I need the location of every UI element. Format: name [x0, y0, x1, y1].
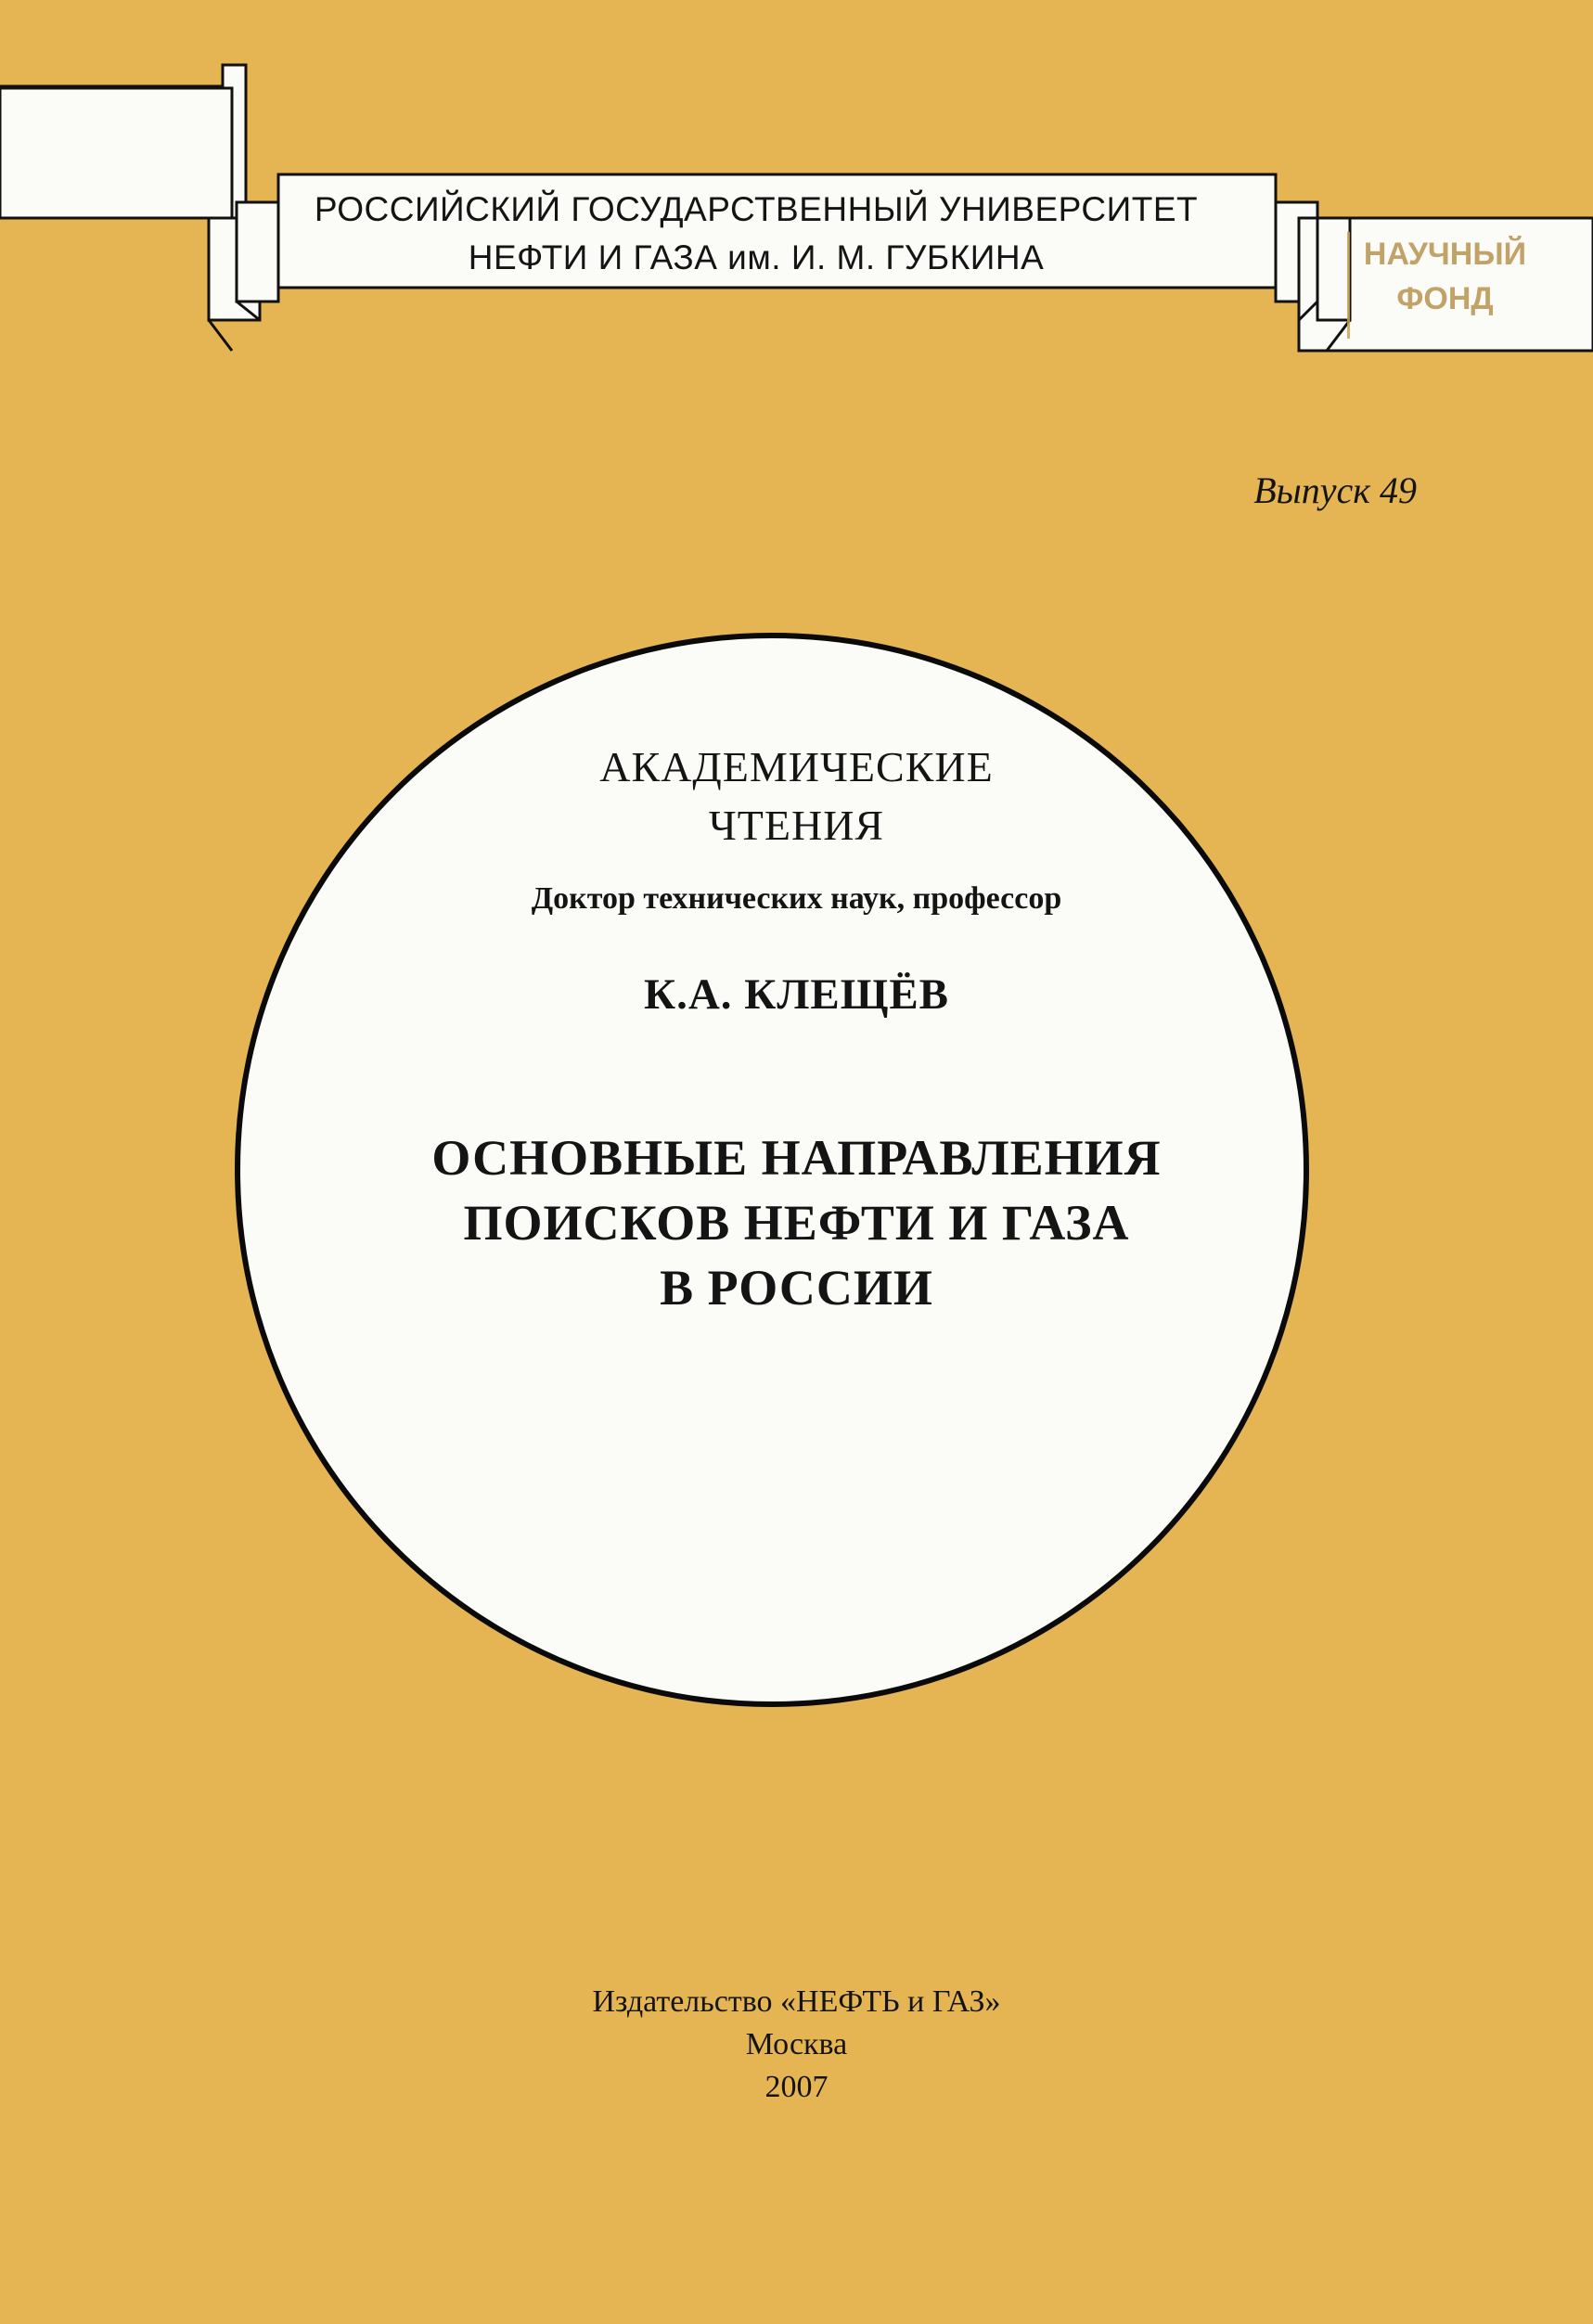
- issue-number: Выпуск 49: [1253, 469, 1417, 511]
- author-name: К.А. КЛЕЩЁВ: [643, 970, 950, 1019]
- city: Москва: [745, 2027, 848, 2061]
- library-stamp: НАУЧНЫЙ ФОНД: [1347, 232, 1540, 339]
- author-degree: Доктор технических наук, профессор: [531, 881, 1062, 916]
- university-line-1: РОССИЙСКИЙ ГОСУДАРСТВЕННЫЙ УНИВЕРСИТЕТ: [314, 190, 1199, 228]
- university-name: [278, 186, 1234, 282]
- publisher: Издательство «НЕФТЬ и ГАЗ»: [592, 1984, 1001, 2019]
- series-title: АКАДЕМИЧЕСКИЕ ЧТЕНИЯ: [599, 743, 994, 849]
- university-line-2: НЕФТИ И ГАЗА им. И. М. ГУБКИНА: [468, 238, 1045, 276]
- year: 2007: [764, 2070, 829, 2104]
- imprint: [0, 1981, 1593, 2109]
- book-title: ОСНОВНЫЕ НАПРАВЛЕНИЯ ПОИСКОВ НЕФТИ И ГАЗА В РОССИИ: [431, 1130, 1162, 1316]
